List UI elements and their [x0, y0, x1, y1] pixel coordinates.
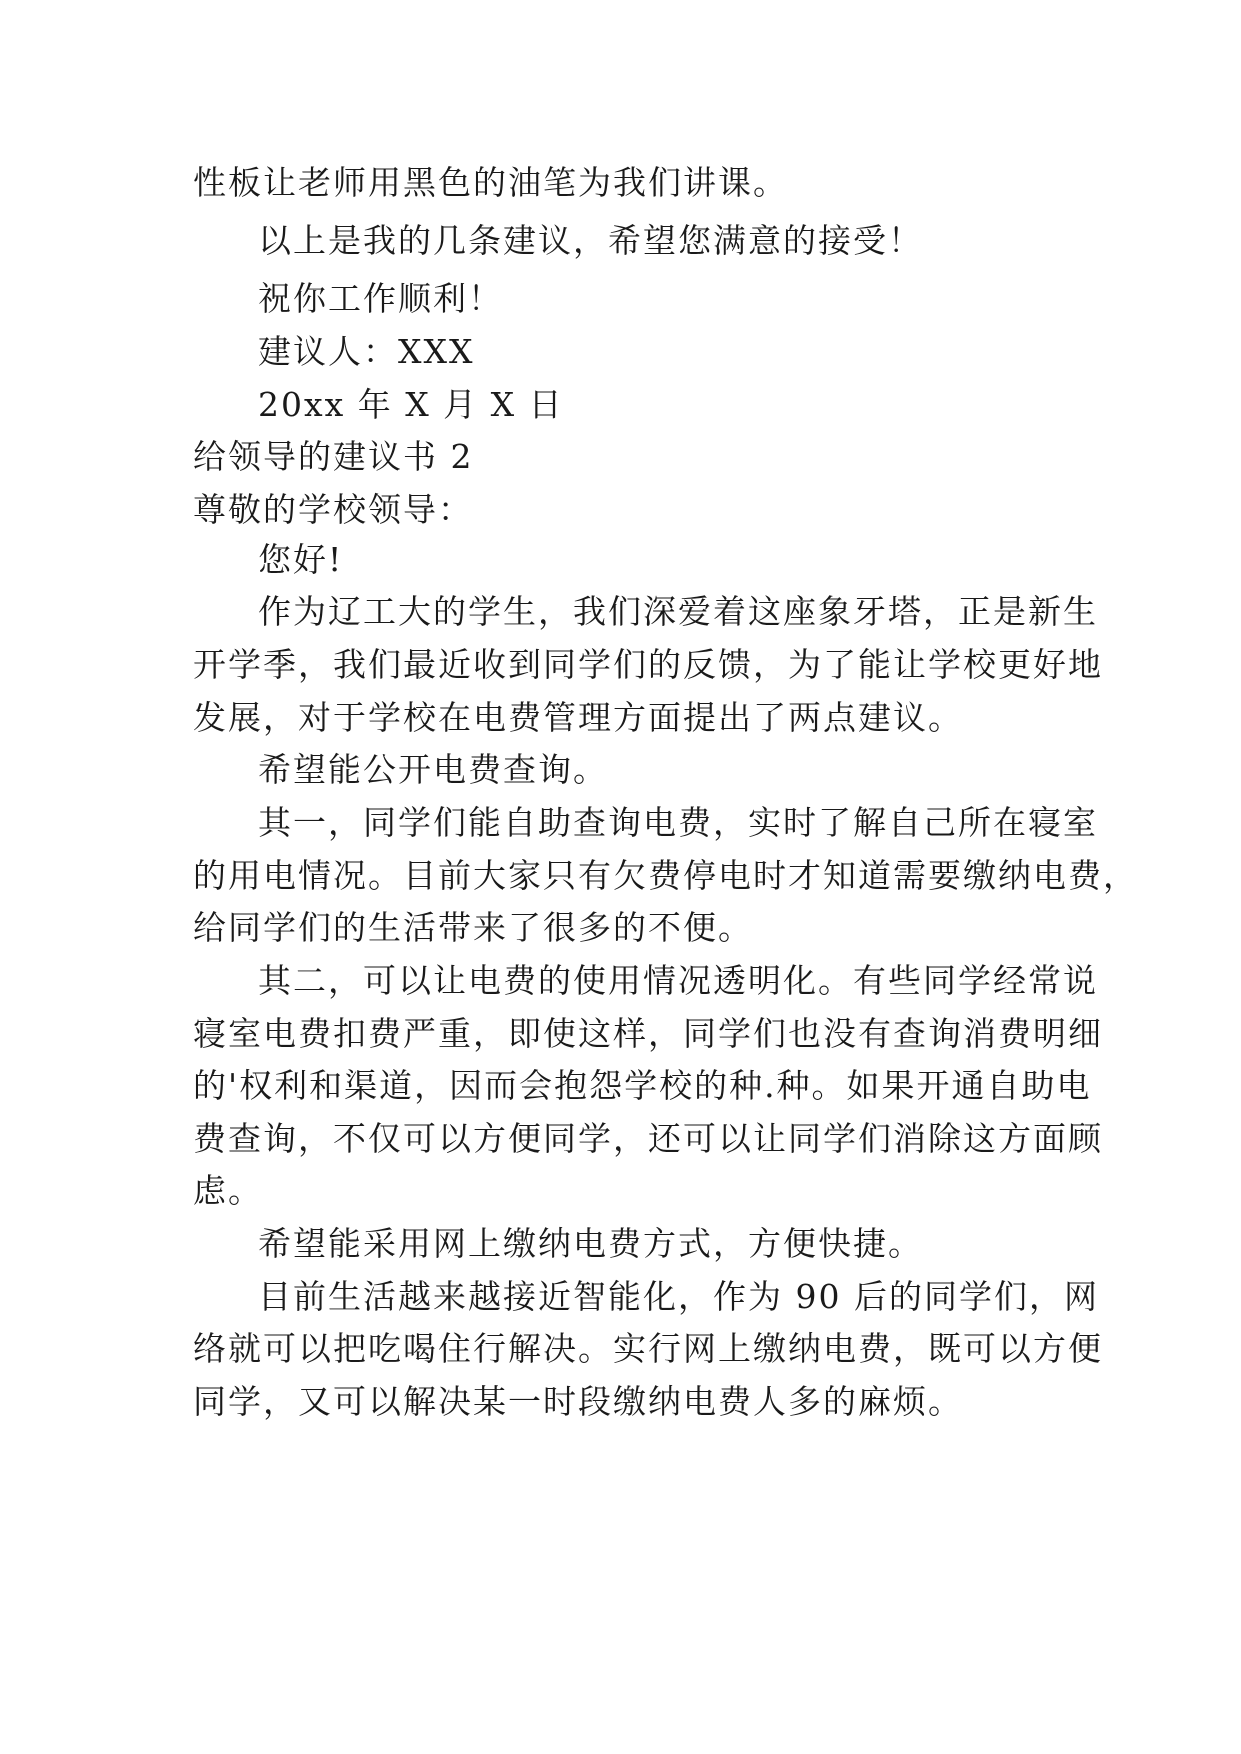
paragraph-line: 虑。: [193, 1171, 263, 1210]
paragraph-line: 目前生活越来越接近智能化，作为 90 后的同学们，网: [258, 1277, 1099, 1316]
line-wish: 祝你工作顺利！: [258, 279, 503, 318]
line-signature: 建议人：XXX: [258, 332, 475, 371]
paragraph-line: 希望能采用网上缴纳电费方式，方便快捷。: [258, 1224, 923, 1263]
paragraph-line: 作为辽工大的学生，我们深爱着这座象牙塔，正是新生: [258, 592, 1098, 631]
paragraph-line: 的用电情况。目前大家只有欠费停电时才知道需要缴纳电费，: [193, 856, 1138, 895]
paragraph-line: 同学，又可以解决某一时段缴纳电费人多的麻烦。: [193, 1382, 963, 1421]
salutation: 尊敬的学校领导：: [193, 490, 473, 529]
line-continuation: 性板让老师用黑色的油笔为我们讲课。: [193, 163, 788, 202]
paragraph-line: 络就可以把吃喝住行解决。实行网上缴纳电费，既可以方便: [193, 1329, 1103, 1368]
line-date: 20xx 年 X 月 X 日: [258, 385, 564, 424]
line-closing-suggestions: 以上是我的几条建议，希望您满意的接受！: [258, 221, 923, 260]
greeting: 您好!: [258, 540, 344, 579]
paragraph-line: 希望能公开电费查询。: [258, 750, 608, 789]
paragraph-line: 发展，对于学校在电费管理方面提出了两点建议。: [193, 698, 963, 737]
paragraph-line: 其二，可以让电费的使用情况透明化。有些同学经常说: [258, 961, 1098, 1000]
paragraph-line: 给同学们的生活带来了很多的不便。: [193, 908, 753, 947]
paragraph-line: 其一，同学们能自助查询电费，实时了解自己所在寝室: [258, 803, 1098, 842]
paragraph-line: 寝室电费扣费严重，即使这样，同学们也没有查询消费明细: [193, 1014, 1103, 1053]
section-title: 给领导的建议书 2: [193, 437, 474, 476]
paragraph-line: 的'权利和渠道，因而会抱怨学校的种.种。如果开通自助电: [193, 1066, 1092, 1105]
paragraph-line: 费查询，不仅可以方便同学，还可以让同学们消除这方面顾: [193, 1119, 1103, 1158]
paragraph-line: 开学季，我们最近收到同学们的反馈，为了能让学校更好地: [193, 645, 1103, 684]
